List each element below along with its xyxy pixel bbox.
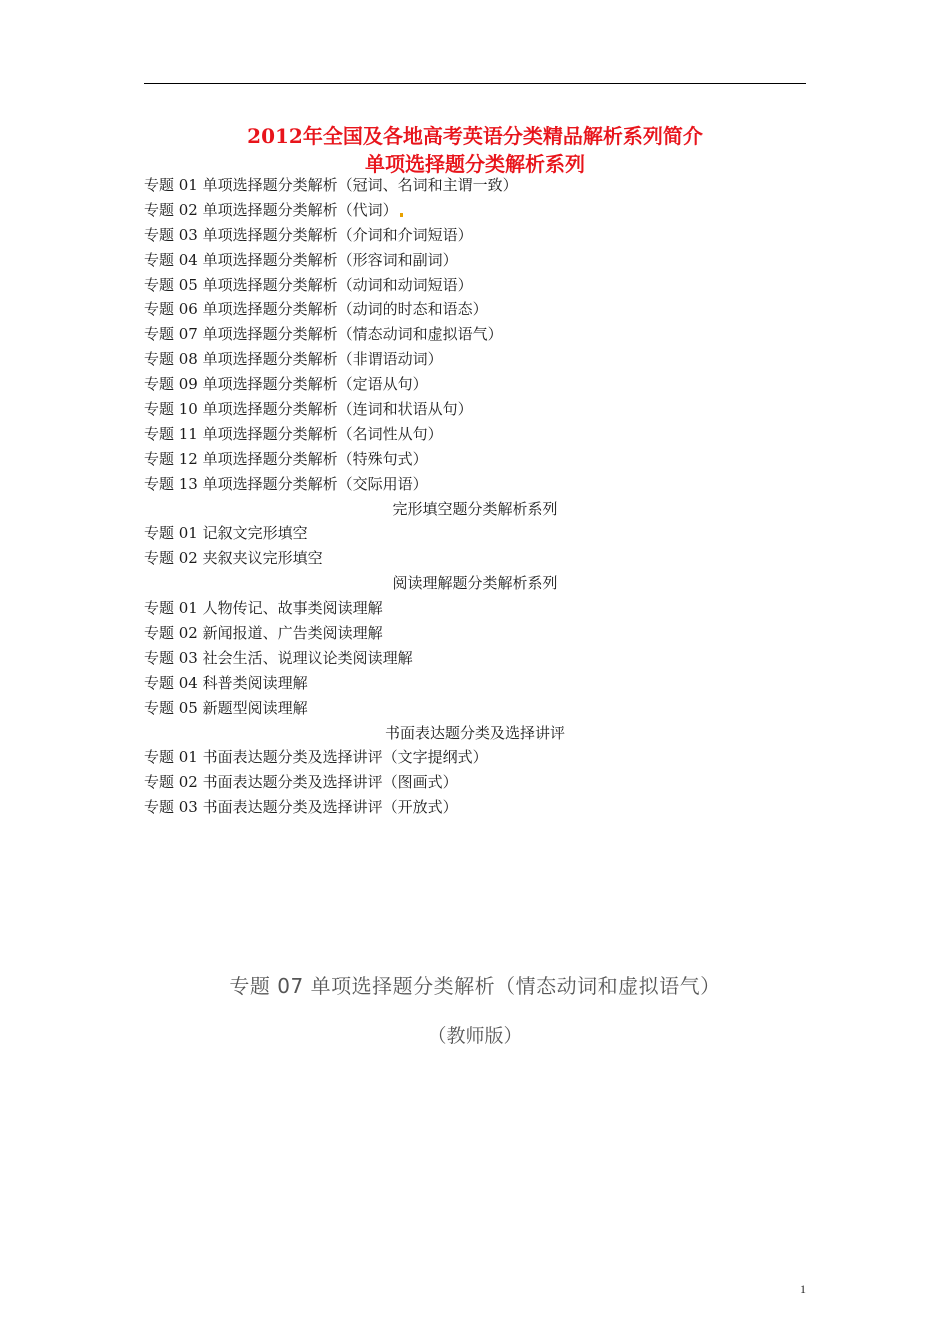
- series-list: [144, 173, 806, 820]
- section-heading-reading: 阅读理解题分类解析系列: [392, 574, 558, 593]
- list-item: 专题 09 单项选择题分类解析（定语从句）: [144, 375, 428, 394]
- list-item: 专题 01 人物传记、故事类阅读理解: [144, 599, 383, 618]
- section-heading-writing: 书面表达题分类及选择讲评: [384, 723, 565, 742]
- list-item: 专题 02 新闻报道、广告类阅读理解: [144, 624, 383, 643]
- list-item: 专题 10 单项选择题分类解析（连词和状语从句）: [144, 400, 473, 419]
- list-item: 专题 05 新题型阅读理解: [144, 698, 308, 717]
- cover-subtitle: （教师版）: [427, 1025, 523, 1047]
- list-item: 专题 12 单项选择题分类解析（特殊句式）: [144, 449, 428, 468]
- section-heading-cloze: 完形填空题分类解析系列: [392, 499, 558, 518]
- list-item: 专题 02 夹叙夹议完形填空: [144, 549, 323, 568]
- list-item: 专题 11 单项选择题分类解析（名词性从句）: [144, 424, 443, 443]
- highlight-marker: [400, 213, 403, 217]
- list-item: 专题 04 单项选择题分类解析（形容词和副词）: [144, 250, 458, 269]
- cover-title: 专题 07 单项选择题分类解析（情态动词和虚拟语气）: [229, 974, 721, 998]
- title-line-2: 单项选择题分类解析系列: [365, 152, 585, 176]
- list-item: 专题 03 书面表达题分类及选择讲评（开放式）: [144, 798, 458, 817]
- list-item: 专题 04 科普类阅读理解: [144, 673, 308, 692]
- list-item: [144, 198, 806, 223]
- header-rule: [144, 83, 806, 84]
- title-line-1: 2012年全国及各地高考英语分类精品解析系列简介: [247, 124, 703, 148]
- list-item: 专题 05 单项选择题分类解析（动词和动词短语）: [144, 275, 473, 294]
- cover-block: [144, 970, 806, 1052]
- list-item: 专题 02 书面表达题分类及选择讲评（图画式）: [144, 773, 458, 792]
- list-item: 专题 08 单项选择题分类解析（非谓语动词）: [144, 350, 443, 369]
- page-number: 1: [800, 1282, 806, 1296]
- list-item: 专题 01 单项选择题分类解析（冠词、名词和主谓一致）: [144, 176, 518, 194]
- list-item: 专题 07 单项选择题分类解析（情态动词和虚拟语气）: [144, 325, 503, 344]
- list-item: 专题 01 书面表达题分类及选择讲评（文字提纲式）: [144, 748, 488, 767]
- list-item: 专题 03 单项选择题分类解析（介词和介词短语）: [144, 225, 473, 244]
- list-item: 专题 13 单项选择题分类解析（交际用语）: [144, 474, 428, 493]
- list-item: 专题 06 单项选择题分类解析（动词的时态和语态）: [144, 300, 488, 319]
- document-title: [144, 122, 806, 178]
- list-item-text: 专题 02 单项选择题分类解析（代词）: [144, 200, 398, 219]
- list-item: 专题 01 记叙文完形填空: [144, 524, 308, 543]
- list-item: 专题 03 社会生活、说理议论类阅读理解: [144, 648, 413, 667]
